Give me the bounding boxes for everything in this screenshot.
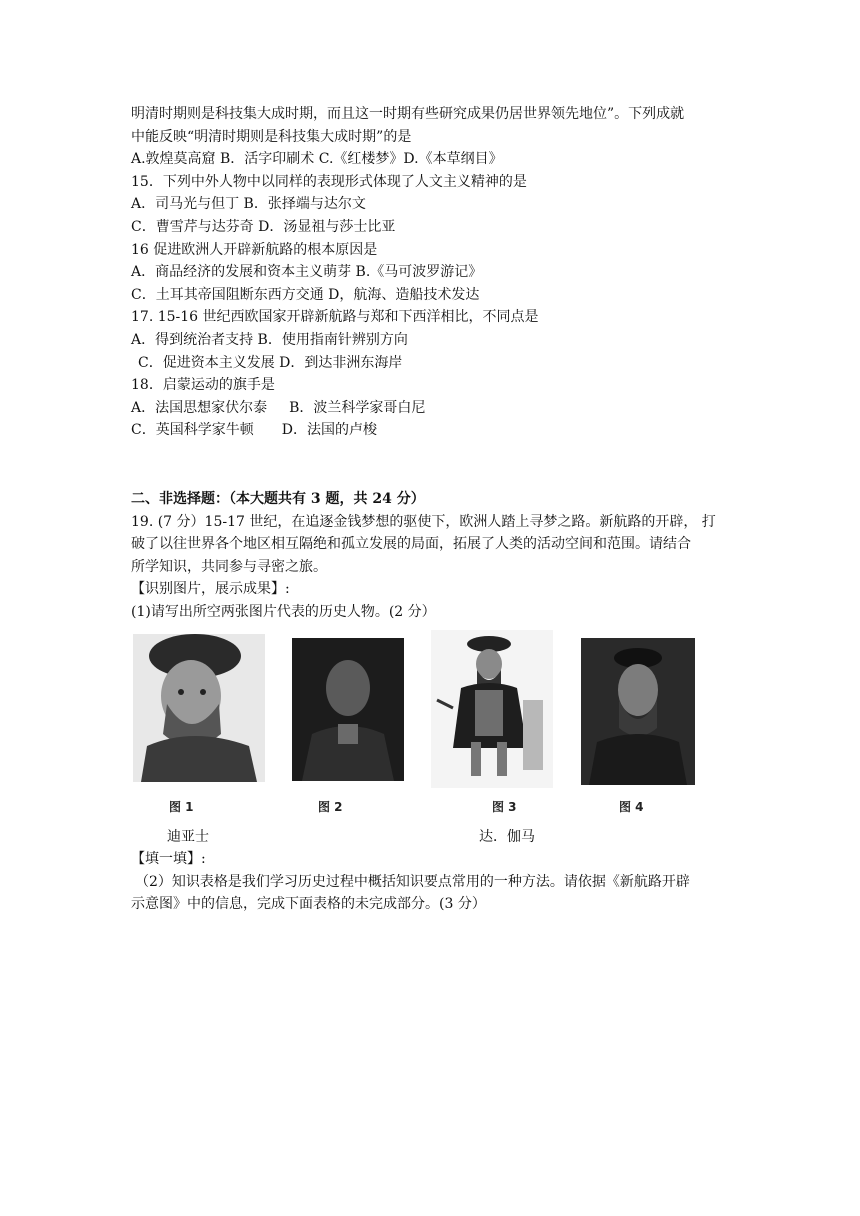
q16-stem: 16 促进欧洲人开辟新航路的根本原因是 — [131, 241, 378, 258]
portrait-figure-4 — [581, 638, 695, 785]
portrait-figure-2 — [292, 638, 404, 781]
q15-options-ab: A．司马光与但丁 B．张择端与达尔文 — [131, 196, 366, 213]
q14-options: A.敦煌莫高窟 B．活字印刷术 C.《红楼梦》D.《本草纲目》 — [131, 151, 503, 168]
multiple-choice-section — [131, 103, 741, 442]
q18-option-b: B．波兰科学家哥白尼 — [289, 399, 426, 416]
q16-options-cd: C．土耳其帝国阻断东西方交通 D，航海、造船技术发达 — [131, 286, 480, 303]
q18-option-d: D．法国的卢梭 — [281, 422, 377, 439]
q19-intro-line1: 19. (7 分）15-17 世纪，在追逐金钱梦想的驱使下，欧洲人踏上寻梦之路。新航路的开辟， 打 — [131, 513, 716, 530]
q19-intro-line2: 破了以往世界各个地区相互隔绝和孤立发展的局面，拓展了人类的活动空间和范围。请结合 — [131, 536, 691, 553]
q14-stem-line2: 中能反映“明清时期则是科技集大成时期”的是 — [131, 128, 412, 145]
q15-stem: 15．下列中外人物中以同样的表现形式体现了人文主义精神的是 — [131, 173, 527, 190]
figure-3-caption: 图 3 — [492, 800, 517, 814]
q17-stem: 17. 15-16 世纪西欧国家开辟新航路与郑和下西洋相比，不同点是 — [131, 309, 539, 326]
q18-stem: 18．启蒙运动的旗手是 — [131, 377, 275, 394]
q17-options-ab: A．得到统治者支持 B．使用指南针辨别方向 — [131, 331, 408, 348]
q15-options-cd: C．曹雪芹与达芬奇 D．汤显祖与莎士比亚 — [131, 218, 396, 235]
figure-3-name: 达．伽马 — [479, 829, 535, 845]
figure-4-caption: 图 4 — [619, 800, 644, 814]
q14-stem-line1: 明清时期则是科技集大成时期，而且这一时期有些研究成果仍居世界领先地位”。下列成就 — [131, 106, 685, 122]
figure-2-caption: 图 2 — [318, 800, 343, 814]
q19-intro-line3: 所学知识，共同参与寻密之旅。 — [131, 558, 327, 575]
q17-options-cd: C．促进资本主义发展 D．到达非洲东海岸 — [138, 354, 403, 371]
q19-part2-line1: （2）知识表格是我们学习历史过程中概括知识要点常用的一种方法。请依据《新航路开辟 — [135, 873, 690, 890]
fill-heading: 【填一填】: — [131, 851, 206, 867]
q18-options-ab — [131, 397, 741, 420]
identify-heading: 【识别图片，展示成果】: — [131, 581, 290, 598]
section2-heading: 二、非选择题：（本大题共有 3 题，共 24 分） — [131, 491, 425, 507]
portrait-figure-1 — [133, 634, 265, 782]
q18-option-c: C．英国科学家牛顿 — [131, 422, 254, 439]
non-choice-section — [131, 488, 741, 624]
q19-part2-line2: 示意图》中的信息，完成下面表格的未完成部分。(3 分） — [131, 896, 486, 913]
portrait-figure-3 — [431, 630, 553, 788]
q19-part1: (1)请写出所空两张图片代表的历史人物。(2 分） — [131, 603, 436, 620]
figure-1-name: 迪亚士 — [167, 829, 209, 845]
figure-1-caption: 图 1 — [169, 800, 194, 814]
fill-in-section — [131, 848, 741, 916]
q18-option-a: A．法国思想家伏尔泰 — [131, 399, 268, 416]
portrait-figures — [131, 630, 711, 830]
q16-options-ab: A．商品经济的发展和资本主义萌芽 B.《马可波罗游记》 — [131, 264, 483, 281]
q18-options-cd — [131, 419, 741, 442]
